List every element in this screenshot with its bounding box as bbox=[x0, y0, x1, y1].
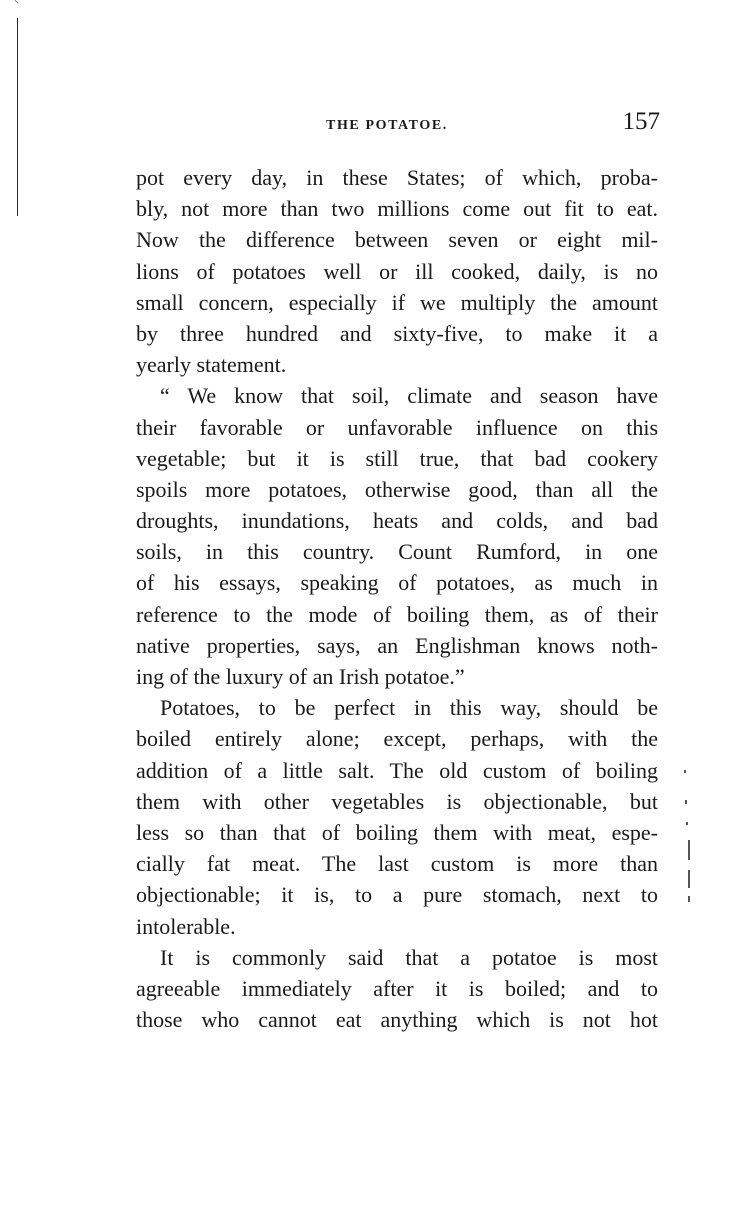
text-line: addition of a little salt. The old custom of boiling bbox=[136, 757, 658, 783]
edge-artifact bbox=[688, 870, 690, 888]
page-number: 157 bbox=[622, 108, 660, 135]
text-line: boiled entirely alone; except, perhaps, with the bbox=[136, 726, 658, 752]
text-line: spoils more potatoes, otherwise good, than all the bbox=[136, 476, 658, 502]
text-line: agreeable immediately after it is boiled; and to bbox=[136, 975, 658, 1001]
text-line: It is commonly said that a potatoe is most bbox=[160, 944, 658, 970]
running-header bbox=[136, 108, 660, 138]
text-line: of his essays, speaking of potatoes, as much in bbox=[136, 570, 658, 596]
binding-mark: ⸌ bbox=[14, 0, 19, 10]
text-line: bly, not more than two millions come out fit to eat. bbox=[136, 196, 658, 222]
edge-artifact bbox=[684, 770, 686, 773]
text-line: their favorable or unfavorable influence on this bbox=[136, 414, 658, 440]
text-line: yearly statement. bbox=[136, 352, 287, 378]
text-line: “ We know that soil, climate and season have bbox=[160, 383, 658, 409]
text-line: small concern, especially if we multiply the amount bbox=[136, 289, 658, 315]
text-line: pot every day, in these States; of which, proba- bbox=[136, 165, 658, 190]
text-line: soils, in this country. Count Rumford, in one bbox=[136, 539, 658, 565]
text-line: droughts, inundations, heats and colds, and bad bbox=[136, 508, 658, 534]
text-line: those who cannot eat anything which is not hot bbox=[136, 1007, 658, 1033]
text-line: Potatoes, to be perfect in this way, should be bbox=[160, 695, 658, 721]
text-line: intolerable. bbox=[136, 913, 236, 939]
text-line: cially fat meat. The last custom is more than bbox=[136, 851, 658, 877]
text-line: less so than that of boiling them with meat, espe- bbox=[136, 819, 658, 845]
text-line: them with other vegetables is objectionable, but bbox=[136, 788, 658, 814]
edge-artifact bbox=[685, 800, 687, 804]
text-line: native properties, says, an Englishman knows noth- bbox=[136, 632, 658, 658]
edge-artifact bbox=[688, 840, 690, 860]
text-line: reference to the mode of boiling them, as of their bbox=[136, 601, 658, 627]
edge-artifact bbox=[688, 896, 690, 902]
binding-edge-line bbox=[17, 18, 18, 216]
body-text bbox=[136, 162, 658, 1035]
running-title: THE POTATOE. bbox=[326, 118, 448, 133]
text-line: ing of the luxury of an Irish potatoe.” bbox=[136, 664, 465, 689]
text-line: Now the difference between seven or eight mil- bbox=[136, 227, 658, 253]
text-line: lions of potatoes well or ill cooked, daily, is no bbox=[136, 258, 658, 284]
text-line: by three hundred and sixty-five, to make it a bbox=[136, 320, 658, 346]
text-line: objectionable; it is, to a pure stomach, next to bbox=[136, 882, 658, 908]
text-line: vegetable; but it is still true, that bad cookery bbox=[136, 445, 658, 471]
edge-artifact bbox=[686, 822, 688, 825]
